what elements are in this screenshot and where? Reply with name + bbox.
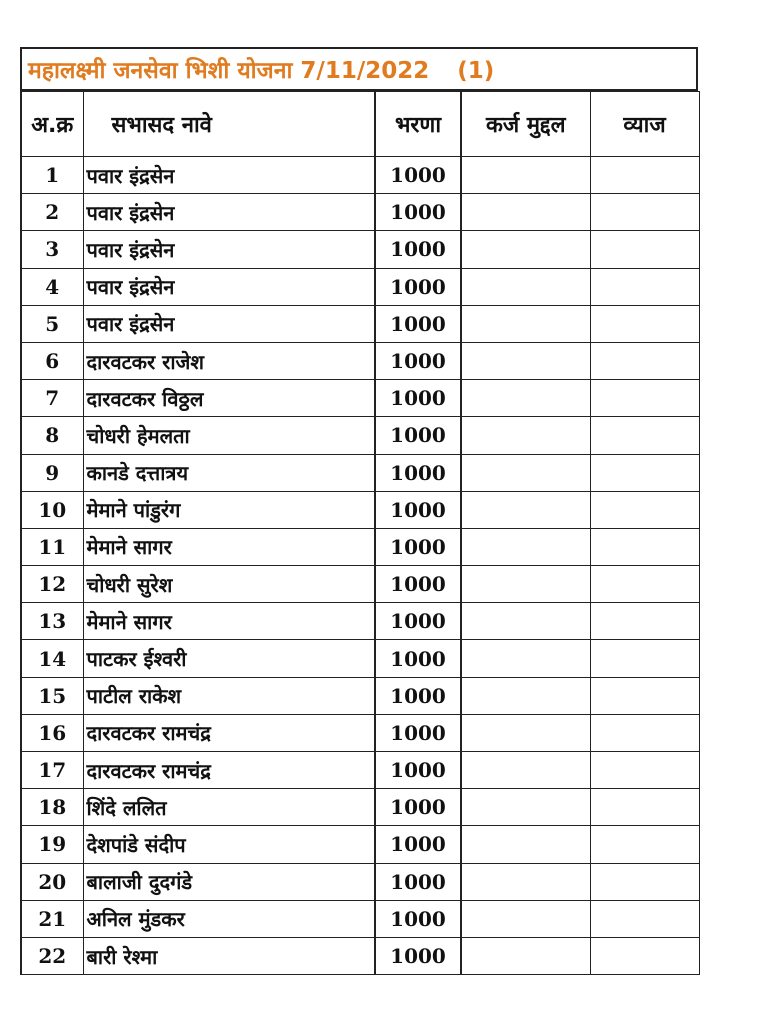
row-payment: 1000 <box>375 454 461 491</box>
table-row <box>21 752 699 789</box>
row-payment: 1000 <box>375 640 461 677</box>
row-loan <box>461 194 590 231</box>
row-loan <box>461 305 590 342</box>
row-loan <box>461 342 590 379</box>
row-sr: 20 <box>21 863 83 900</box>
row-interest <box>590 194 699 231</box>
table-row <box>21 826 699 863</box>
row-payment: 1000 <box>375 603 461 640</box>
sheet-title-text: महालक्ष्मी जनसेवा भिशी योजना 7/11/2022 <box>28 58 430 84</box>
row-payment: 1000 <box>375 380 461 417</box>
ledger-sheet <box>20 47 698 975</box>
table-row <box>21 417 699 454</box>
row-loan <box>461 380 590 417</box>
row-name: पवार इंद्रसेन <box>83 305 375 342</box>
row-loan <box>461 826 590 863</box>
title-row <box>20 47 698 91</box>
sheet-title <box>28 53 494 85</box>
row-interest <box>590 566 699 603</box>
row-payment: 1000 <box>375 937 461 974</box>
row-interest <box>590 677 699 714</box>
table-row <box>21 603 699 640</box>
row-payment: 1000 <box>375 417 461 454</box>
row-sr: 22 <box>21 937 83 974</box>
header-name: सभासद नावे <box>83 92 375 157</box>
table-row <box>21 528 699 565</box>
row-name: पवार इंद्रसेन <box>83 231 375 268</box>
row-interest <box>590 157 699 194</box>
row-loan <box>461 268 590 305</box>
row-payment: 1000 <box>375 157 461 194</box>
row-payment: 1000 <box>375 342 461 379</box>
row-payment: 1000 <box>375 194 461 231</box>
row-payment: 1000 <box>375 714 461 751</box>
header-interest: व्याज <box>590 92 699 157</box>
table-row <box>21 157 699 194</box>
row-name: मेमाने सागर <box>83 528 375 565</box>
row-interest <box>590 603 699 640</box>
table-row <box>21 677 699 714</box>
table-row <box>21 380 699 417</box>
row-sr: 3 <box>21 231 83 268</box>
row-loan <box>461 714 590 751</box>
row-name: अनिल मुंडकर <box>83 900 375 937</box>
row-sr: 9 <box>21 454 83 491</box>
row-name: देशपांडे संदीप <box>83 826 375 863</box>
table-row <box>21 305 699 342</box>
row-payment: 1000 <box>375 863 461 900</box>
row-sr: 5 <box>21 305 83 342</box>
row-name: दारवटकर विठ्ठल <box>83 380 375 417</box>
row-sr: 18 <box>21 789 83 826</box>
row-payment: 1000 <box>375 789 461 826</box>
row-interest <box>590 714 699 751</box>
row-payment: 1000 <box>375 305 461 342</box>
table-row <box>21 268 699 305</box>
row-name: मेमाने सागर <box>83 603 375 640</box>
row-name: पवार इंद्रसेन <box>83 157 375 194</box>
table-row <box>21 491 699 528</box>
row-interest <box>590 231 699 268</box>
row-name: दारवटकर राजेश <box>83 342 375 379</box>
row-sr: 19 <box>21 826 83 863</box>
row-loan <box>461 752 590 789</box>
row-loan <box>461 937 590 974</box>
row-sr: 8 <box>21 417 83 454</box>
row-interest <box>590 380 699 417</box>
row-name: दारवटकर रामचंद्र <box>83 714 375 751</box>
row-loan <box>461 231 590 268</box>
row-name: कानडे दत्तात्रय <box>83 454 375 491</box>
table-row <box>21 231 699 268</box>
row-payment: 1000 <box>375 491 461 528</box>
sheet-title-number: (1) <box>457 58 495 84</box>
row-loan <box>461 677 590 714</box>
row-loan <box>461 863 590 900</box>
row-sr: 2 <box>21 194 83 231</box>
row-sr: 15 <box>21 677 83 714</box>
row-interest <box>590 640 699 677</box>
row-name: बालाजी दुदगंडे <box>83 863 375 900</box>
row-payment: 1000 <box>375 231 461 268</box>
row-sr: 14 <box>21 640 83 677</box>
table-body <box>21 157 699 975</box>
header-loan: कर्ज मुद्दल <box>461 92 590 157</box>
row-name: पवार इंद्रसेन <box>83 268 375 305</box>
members-table <box>20 91 700 975</box>
row-interest <box>590 752 699 789</box>
row-name: पाटील राकेश <box>83 677 375 714</box>
table-header-row <box>21 92 699 157</box>
header-sr: अ.क्र <box>21 92 83 157</box>
row-loan <box>461 900 590 937</box>
row-interest <box>590 305 699 342</box>
row-sr: 12 <box>21 566 83 603</box>
row-sr: 6 <box>21 342 83 379</box>
row-sr: 17 <box>21 752 83 789</box>
row-interest <box>590 268 699 305</box>
table-row <box>21 714 699 751</box>
row-sr: 10 <box>21 491 83 528</box>
row-payment: 1000 <box>375 900 461 937</box>
row-interest <box>590 454 699 491</box>
row-loan <box>461 417 590 454</box>
row-sr: 11 <box>21 528 83 565</box>
row-interest <box>590 789 699 826</box>
row-interest <box>590 528 699 565</box>
table-row <box>21 194 699 231</box>
row-interest <box>590 900 699 937</box>
table-row <box>21 640 699 677</box>
row-sr: 16 <box>21 714 83 751</box>
table-row <box>21 566 699 603</box>
row-payment: 1000 <box>375 528 461 565</box>
row-name: चोधरी सुरेश <box>83 566 375 603</box>
row-payment: 1000 <box>375 268 461 305</box>
table-row <box>21 863 699 900</box>
row-loan <box>461 789 590 826</box>
row-payment: 1000 <box>375 566 461 603</box>
row-loan <box>461 491 590 528</box>
row-name: पाटकर ईश्वरी <box>83 640 375 677</box>
table-row <box>21 342 699 379</box>
row-loan <box>461 157 590 194</box>
row-payment: 1000 <box>375 826 461 863</box>
table-row <box>21 454 699 491</box>
table-row <box>21 900 699 937</box>
row-interest <box>590 826 699 863</box>
row-loan <box>461 603 590 640</box>
row-interest <box>590 491 699 528</box>
row-interest <box>590 863 699 900</box>
row-loan <box>461 528 590 565</box>
row-name: मेमाने पांडुरंग <box>83 491 375 528</box>
row-sr: 21 <box>21 900 83 937</box>
table-row <box>21 789 699 826</box>
row-interest <box>590 417 699 454</box>
row-interest <box>590 937 699 974</box>
row-sr: 4 <box>21 268 83 305</box>
row-sr: 1 <box>21 157 83 194</box>
row-payment: 1000 <box>375 677 461 714</box>
row-name: पवार इंद्रसेन <box>83 194 375 231</box>
row-loan <box>461 566 590 603</box>
row-interest <box>590 342 699 379</box>
row-name: चोधरी हेमलता <box>83 417 375 454</box>
header-payment: भरणा <box>375 92 461 157</box>
row-name: शिंदे ललित <box>83 789 375 826</box>
row-loan <box>461 454 590 491</box>
table-row <box>21 937 699 974</box>
row-payment: 1000 <box>375 752 461 789</box>
row-name: बारी रेश्मा <box>83 937 375 974</box>
row-sr: 13 <box>21 603 83 640</box>
row-sr: 7 <box>21 380 83 417</box>
row-name: दारवटकर रामचंद्र <box>83 752 375 789</box>
row-loan <box>461 640 590 677</box>
